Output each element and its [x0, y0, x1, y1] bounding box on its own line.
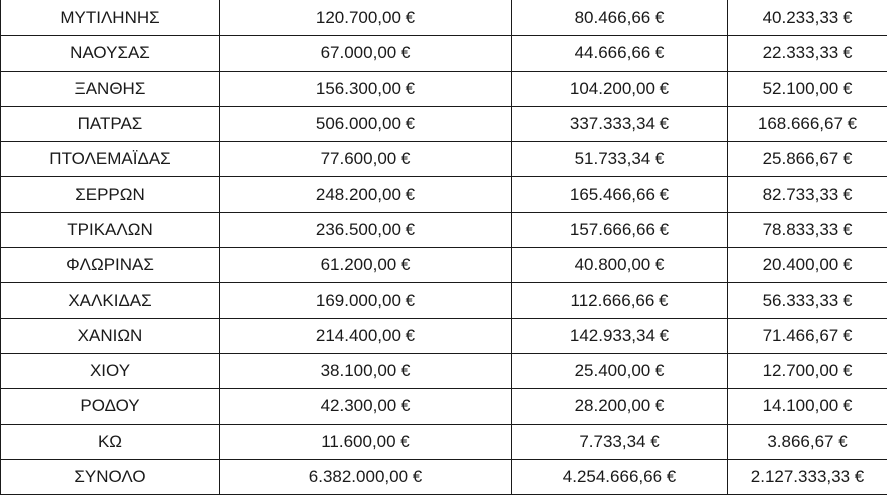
cell-part-b: 14.100,00 € [728, 389, 887, 424]
cell-name: ΚΩ [1, 424, 220, 459]
cell-part-b: 82.733,33 € [728, 177, 887, 212]
cell-total: 506.000,00 € [220, 106, 512, 141]
cell-total: 11.600,00 € [220, 424, 512, 459]
table-row-total [1, 459, 887, 494]
cell-name: ΧΙΟΥ [1, 353, 220, 388]
cell-name: ΜΥΤΙΛΗΝΗΣ [1, 0, 220, 36]
cell-part-b: 3.866,67 € [728, 424, 887, 459]
cell-name: ΠΑΤΡΑΣ [1, 106, 220, 141]
cell-part-a: 157.666,66 € [512, 212, 728, 247]
cell-total: 214.400,00 € [220, 318, 512, 353]
cell-part-b: 52.100,00 € [728, 71, 887, 106]
table-row [1, 71, 887, 106]
table-body [1, 0, 887, 495]
cell-total: 6.382.000,00 € [220, 459, 512, 494]
cell-total: 77.600,00 € [220, 142, 512, 177]
cell-total: 156.300,00 € [220, 71, 512, 106]
cell-total: 236.500,00 € [220, 212, 512, 247]
cell-name: ΧΑΛΚΙΔΑΣ [1, 283, 220, 318]
cell-part-b: 40.233,33 € [728, 0, 887, 36]
table-row [1, 424, 887, 459]
cell-name: ΣΥΝΟΛΟ [1, 459, 220, 494]
cell-total: 120.700,00 € [220, 0, 512, 36]
cell-part-b: 2.127.333,33 € [728, 459, 887, 494]
cell-part-a: 112.666,66 € [512, 283, 728, 318]
cell-name: ΡΟΔΟΥ [1, 389, 220, 424]
cell-name: ΝΑΟΥΣΑΣ [1, 36, 220, 71]
table-row [1, 318, 887, 353]
cell-part-a: 337.333,34 € [512, 106, 728, 141]
cell-part-b: 12.700,00 € [728, 353, 887, 388]
table-row [1, 0, 887, 36]
table-row [1, 389, 887, 424]
cell-part-b: 25.866,67 € [728, 142, 887, 177]
table-row [1, 353, 887, 388]
table-row [1, 177, 887, 212]
cell-name: ΣΕΡΡΩΝ [1, 177, 220, 212]
cell-part-a: 25.400,00 € [512, 353, 728, 388]
cell-name: ΞΑΝΘΗΣ [1, 71, 220, 106]
cell-part-b: 168.666,67 € [728, 106, 887, 141]
cell-total: 42.300,00 € [220, 389, 512, 424]
cell-part-a: 40.800,00 € [512, 248, 728, 283]
cell-part-a: 44.666,66 € [512, 36, 728, 71]
cell-total: 248.200,00 € [220, 177, 512, 212]
table-row [1, 36, 887, 71]
cell-total: 67.000,00 € [220, 36, 512, 71]
cell-part-a: 51.733,34 € [512, 142, 728, 177]
cell-name: ΠΤΟΛΕΜΑΪΔΑΣ [1, 142, 220, 177]
cell-part-a: 142.933,34 € [512, 318, 728, 353]
cell-part-b: 22.333,33 € [728, 36, 887, 71]
cell-part-a: 80.466,66 € [512, 0, 728, 36]
cell-name: ΧΑΝΙΩΝ [1, 318, 220, 353]
cell-total: 169.000,00 € [220, 283, 512, 318]
table-row [1, 142, 887, 177]
table-row [1, 106, 887, 141]
cell-total: 61.200,00 € [220, 248, 512, 283]
cell-total: 38.100,00 € [220, 353, 512, 388]
cell-part-a: 165.466,66 € [512, 177, 728, 212]
cell-part-b: 56.333,33 € [728, 283, 887, 318]
cell-name: ΤΡΙΚΑΛΩΝ [1, 212, 220, 247]
cell-part-a: 4.254.666,66 € [512, 459, 728, 494]
cell-name: ΦΛΩΡΙΝΑΣ [1, 248, 220, 283]
table-row [1, 212, 887, 247]
table-row [1, 283, 887, 318]
cell-part-b: 71.466,67 € [728, 318, 887, 353]
cell-part-a: 104.200,00 € [512, 71, 728, 106]
cell-part-a: 7.733,34 € [512, 424, 728, 459]
cell-part-b: 20.400,00 € [728, 248, 887, 283]
table-row [1, 248, 887, 283]
cell-part-a: 28.200,00 € [512, 389, 728, 424]
cell-part-b: 78.833,33 € [728, 212, 887, 247]
